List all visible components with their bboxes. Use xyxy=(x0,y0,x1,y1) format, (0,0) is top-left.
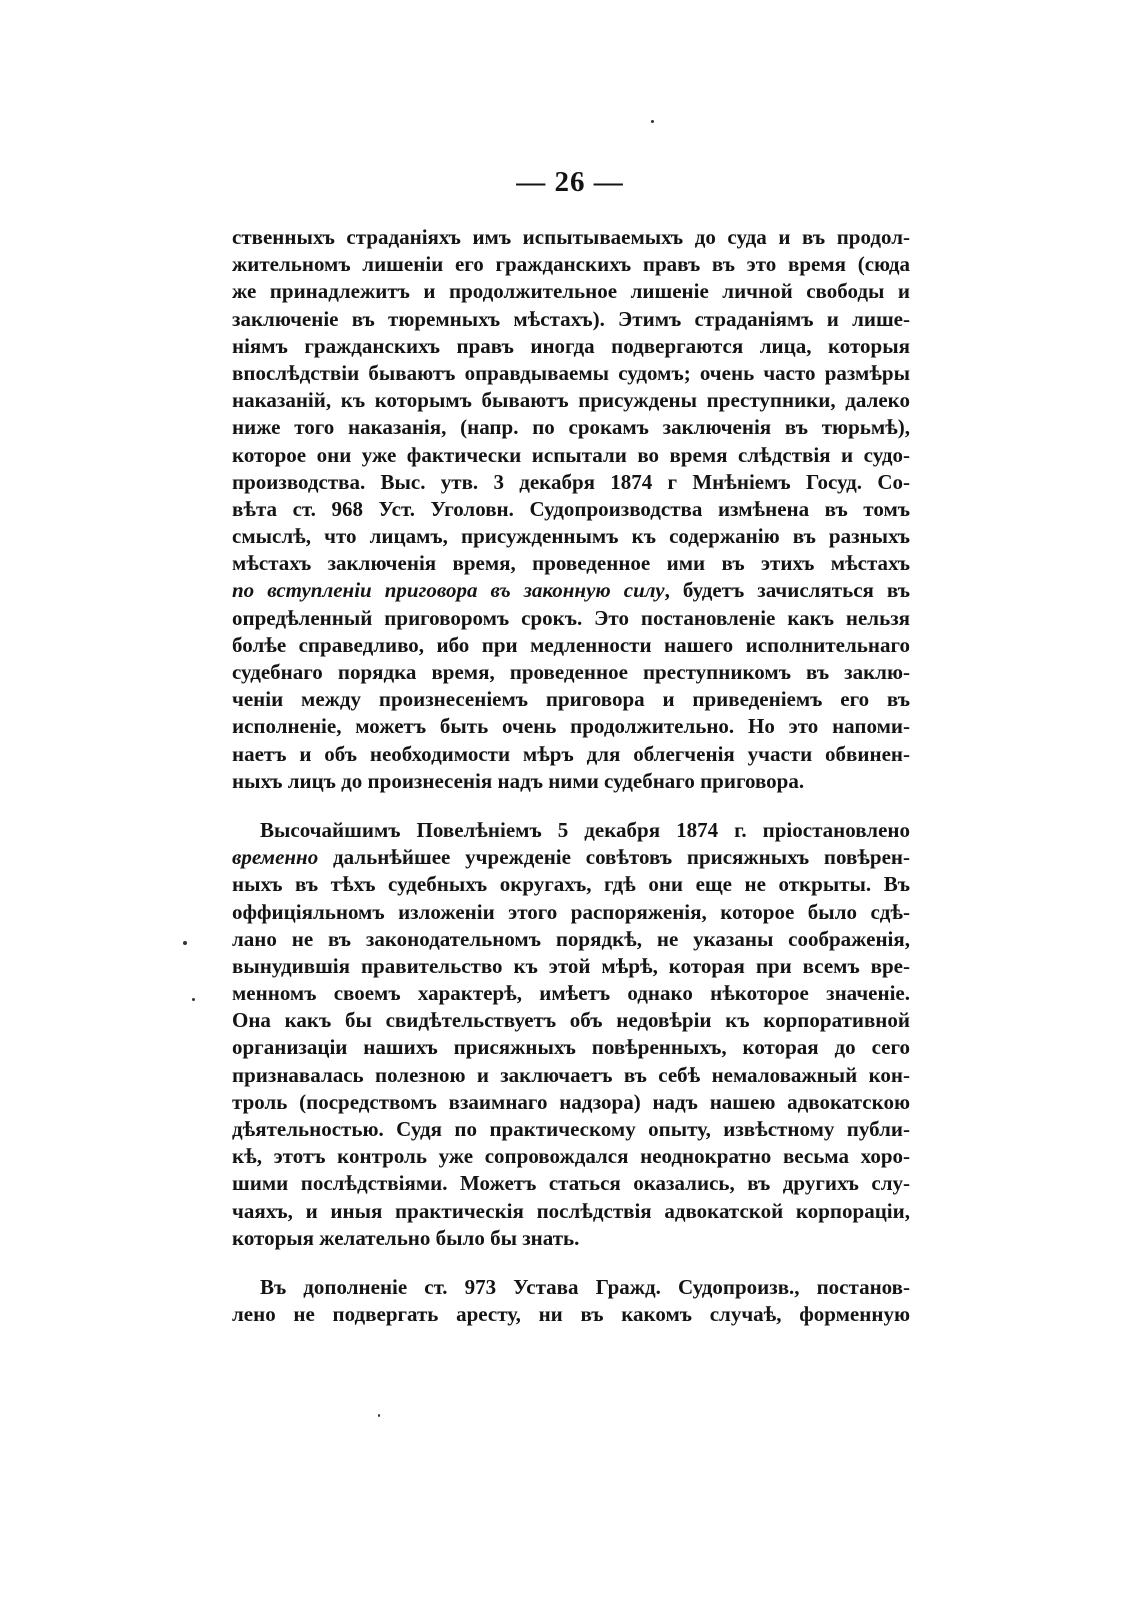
scan-speck xyxy=(378,1414,380,1417)
scan-speck xyxy=(192,998,195,1001)
page-number: — 26 — xyxy=(516,166,624,198)
text-line: признавалась полезною и заключаетъ въ себѣ немаловажный кон- xyxy=(232,1062,910,1087)
text-line: вынудившія правительство къ этой мѣрѣ, которая при всемъ вре- xyxy=(232,953,910,978)
text-line-with-italic xyxy=(232,844,910,871)
scan-speck xyxy=(651,120,654,123)
text-line: жительномъ лишеніи его гражданскихъ правъ въ это время (сюда xyxy=(232,252,910,277)
paragraph-1 xyxy=(232,224,910,795)
italic-phrase: временно xyxy=(232,845,319,870)
text-line: ченіи между произнесеніемъ приговора и приведеніемъ его въ xyxy=(232,687,910,712)
text-line: заключеніе въ тюремныхъ мѣстахъ). Этимъ страданіямъ и лише- xyxy=(232,306,910,331)
text-line: дѣятельностью. Судя по практическому опыту, извѣстному публи- xyxy=(232,1117,910,1141)
text-line: оффиціяльномъ изложеніи этого распоряженія, которое было сдѣ- xyxy=(232,899,910,924)
text-line: наетъ и объ необходимости мѣръ для облегченія участи обвинен- xyxy=(232,741,910,766)
text-line: Въ дополненіе ст. 973 Устава Гражд. Судопроизв., постанов- xyxy=(260,1274,910,1299)
text-line: опредѣленный приговоромъ срокъ. Это постановленіе какъ нельзя xyxy=(232,605,910,630)
text-line: производства. Выс. утв. 3 декабря 1874 г Мнѣніемъ Госуд. Со- xyxy=(232,469,910,494)
paragraph-2 xyxy=(232,817,910,1252)
text-line: чаяхъ, и иныя практическія послѣдствія адвокатской корпораціи, xyxy=(232,1198,910,1223)
text-line: организаціи нашихъ присяжныхъ повѣренныхъ, которая до сего xyxy=(232,1035,910,1060)
text-line: кѣ, этотъ контроль уже сопровождался неоднократно весьма хоро- xyxy=(232,1144,910,1169)
text-line: лено не подвергать аресту, ни въ какомъ случаѣ, форменную xyxy=(232,1302,910,1327)
text-line: ниже того наказанія, (напр. по срокамъ заключенія въ тюрьмѣ), xyxy=(232,415,910,440)
text-line: которыя желательно было бы знать. xyxy=(232,1225,580,1250)
text-line: шими послѣдствіями. Можетъ статься оказались, въ другихъ слу- xyxy=(232,1171,910,1196)
text-line: Высочайшимъ Повелѣніемъ 5 декабря 1874 г. пріостановлено xyxy=(260,817,910,842)
text-line: Она какъ бы свидѣтельствуетъ объ недовѣріи къ корпоративной xyxy=(232,1008,910,1033)
line-remainder: , будетъ зачисляться въ xyxy=(664,578,910,603)
text-line: которое они уже фактически испытали во время слѣдствія и судо- xyxy=(232,442,910,467)
body-text xyxy=(232,224,910,1328)
text-line: мѣстахъ заключенія время, проведенное ими въ этихъ мѣстахъ xyxy=(232,551,910,576)
italic-phrase: по вступленіи приговора въ законную силу xyxy=(232,578,665,603)
text-line: болѣе справедливо, ибо при медленности нашего исполнительнаго xyxy=(232,632,910,657)
scan-speck xyxy=(183,941,187,945)
text-line: вѣта ст. 968 Уст. Уголовн. Судопроизводства измѣнена въ томъ xyxy=(232,496,910,521)
text-line: менномъ своемъ характерѣ, имѣетъ однако нѣкоторое значеніе. xyxy=(232,981,910,1006)
text-line: впослѣдствіи бываютъ оправдываемы судомъ; очень часто размѣры xyxy=(232,360,910,385)
text-line: ныхъ въ тѣхъ судебныхъ округахъ, гдѣ они еще не открыты. Въ xyxy=(232,872,910,897)
line-remainder: дальнѣйшее учрежденіе совѣтовъ присяжныхъ повѣрен- xyxy=(318,845,910,870)
text-line: ныхъ лицъ до произнесенія надъ ними судебнаго приговора. xyxy=(232,768,805,793)
paragraph-3 xyxy=(232,1274,910,1328)
text-line: исполненіе, можетъ быть очень продолжительно. Но это напоми- xyxy=(232,714,910,739)
text-line-with-italic xyxy=(232,577,910,604)
text-line: лано не въ законодательномъ порядкѣ, не указаны соображенія, xyxy=(232,926,910,951)
text-line: троль (посредствомъ взаимнаго надзора) надъ нашею адвокатскою xyxy=(232,1089,910,1114)
text-line: ственныхъ страданіяхъ имъ испытываемыхъ до суда и въ продол- xyxy=(232,225,910,249)
text-line: наказаній, къ которымъ бываютъ присуждены преступники, далеко xyxy=(232,388,910,413)
text-line: же принадлежитъ и продолжительное лишеніе личной свободы и xyxy=(232,279,910,304)
text-line: ніямъ гражданскихъ правъ иногда подвергаются лица, которыя xyxy=(232,333,910,358)
text-line: смыслѣ, что лицамъ, присужденнымъ къ содержанію въ разныхъ xyxy=(232,524,910,549)
text-line: судебнаго порядка время, проведенное преступникомъ въ заклю- xyxy=(232,660,910,684)
